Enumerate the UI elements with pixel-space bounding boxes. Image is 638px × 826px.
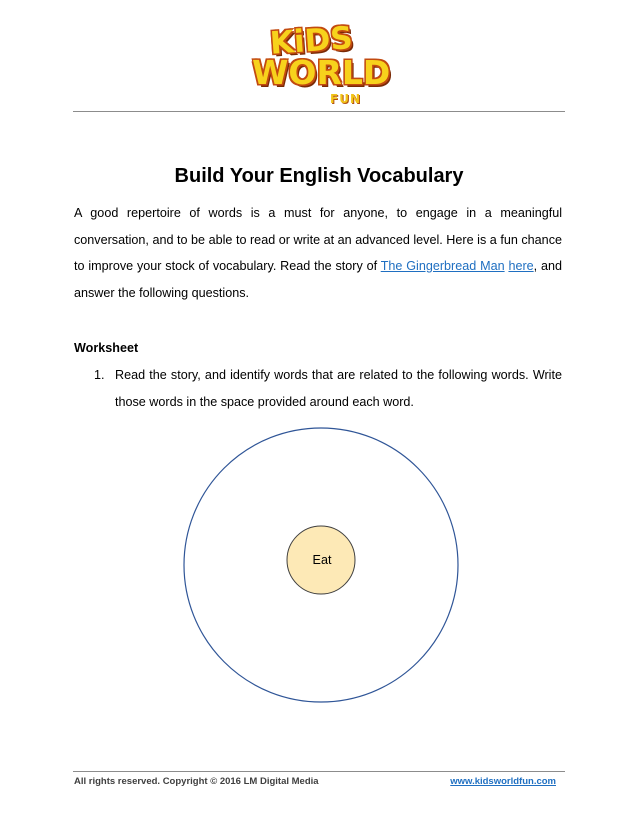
intro-text-end: , and answer the following questions. xyxy=(74,259,563,300)
worksheet-item-text: Read the story, and identify words that are related to the following words. Write those words in the space provided around each word. xyxy=(115,368,562,409)
intro-text: A good repertoire of words is a must for anyone, to engage in a meaningful conversation, and to be able to read or write at an advanced level. Here is a fun chance to improve your stock of vocabulary. Read the story of xyxy=(74,206,562,273)
logo-kids-text: KiDS xyxy=(268,20,354,62)
logo-world-text: WORLD xyxy=(252,53,391,92)
header-divider xyxy=(73,111,565,112)
gingerbread-man-link[interactable]: The Gingerbread Man xyxy=(380,259,505,273)
worksheet-item xyxy=(94,362,562,415)
footer-website-link[interactable]: www.kidsworldfun.com xyxy=(450,776,556,787)
word-web-diagram xyxy=(180,424,462,706)
intro-paragraph xyxy=(74,200,562,306)
worksheet-heading: Worksheet xyxy=(74,341,139,355)
footer-divider xyxy=(73,771,565,772)
footer-copyright: All rights reserved. Copyright © 2016 LM Digital Media xyxy=(74,776,319,787)
center-word-label: Eat xyxy=(312,553,332,567)
kids-world-fun-logo xyxy=(250,22,392,108)
logo-fun-text: FUN xyxy=(330,92,361,106)
here-link[interactable]: here xyxy=(508,259,534,273)
page-title: Build Your English Vocabulary xyxy=(174,165,464,187)
worksheet-item-number: 1. xyxy=(94,368,105,382)
